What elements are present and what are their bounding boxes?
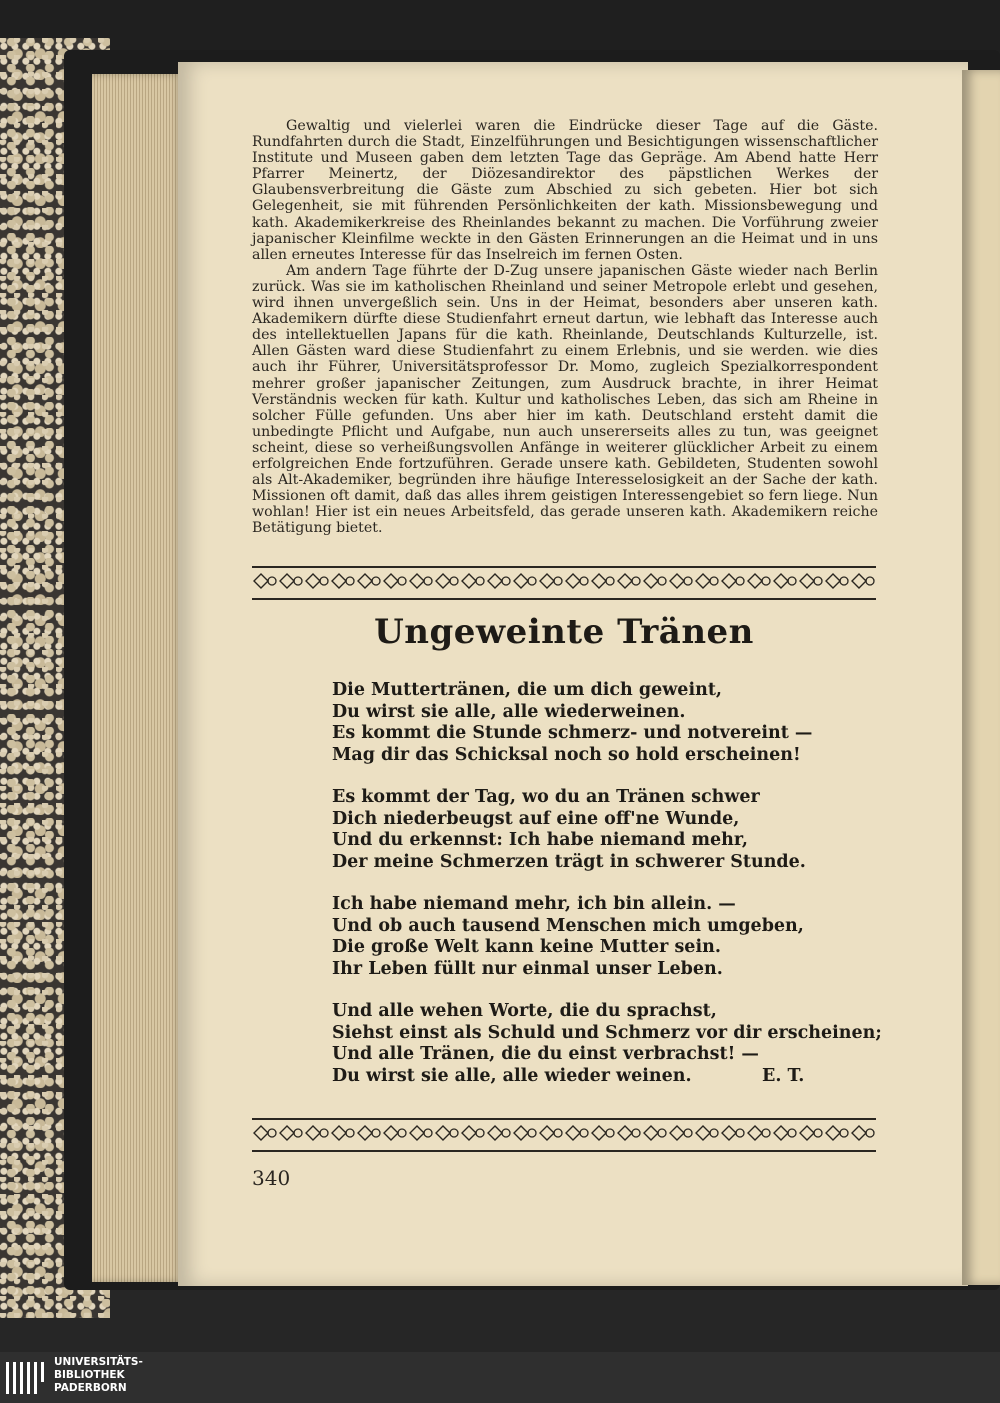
poem-stanza-2 [332, 787, 832, 873]
poem-line: Der meine Schmerzen trägt in schwerer Stunde. [332, 851, 806, 872]
poem-title: Ungeweinte Tränen [374, 612, 754, 652]
facing-page-edge [962, 70, 1000, 1285]
ornament-divider-top [252, 566, 876, 600]
poem-line: Du wirst sie alle, alle wieder weinen. [332, 1065, 692, 1086]
library-name-line: PADERBORN [54, 1382, 127, 1394]
poem-line: Dich niederbeugst auf eine off'ne Wunde, [332, 808, 740, 829]
page-number: 340 [252, 1166, 291, 1190]
article-paragraph-1: Gewaltig und vielerlei waren die Eindrücke dieser Tage auf die Gäste. Rundfahrten durch die Stadt, Einzelführungen und Besichtigungen wissenschaftlicher Institute und Museen gaben dem letzten Tage das Gepräge. Am Abend hatte Herr Pfarrer Meinertz, der Diözesandirektor des päpstlichen Werkes der Glaubensverbreitung die Gäste zum Abschied zu sich gebeten. Hier bot sich Gelegenheit, sie mit führenden Persönlichkeiten der kath. Missionsbewegung und kath. Akademikerkreise des Rheinlandes bekannt zu machen. Die Vorführung zweier japanischer Kleinfilme weckte in den Gästen Erinnerungen an die Heimat und in uns allen erneutes Interesse für das Inselreich im fernen Osten. [252, 118, 878, 263]
library-logo-icon [4, 1358, 50, 1398]
poem-line: Mag dir das Schicksal noch so hold erscheinen! [332, 744, 801, 765]
library-name [54, 1356, 143, 1395]
poem [332, 680, 882, 1108]
library-name-line: BIBLIOTHEK [54, 1369, 125, 1381]
poem-line: Ich habe niemand mehr, ich bin allein. — [332, 894, 736, 914]
ornament-divider-bottom [252, 1118, 876, 1152]
poem-line: Es kommt die Stunde schmerz- und notvereint — [332, 723, 813, 743]
poem-stanza-4 [332, 1001, 882, 1087]
article-paragraph-2: Am andern Tage führte der D-Zug unsere japanischen Gäste wieder nach Berlin zurück. Was sie im katholischen Rheinland und seiner Metropole erlebt und gesehen, wird ihnen unvergeßlich sein. Uns in der Heimat, besonders aber unseren kath. Akademikern dürfte diese Studienfahrt erneut dartun, wie lebhaft das Interesse auch des intellektuellen Japans für die kath. Rheinlande, Deutschlands Kulturzelle, ist. Allen Gästen ward diese Studienfahrt zu einem Erlebnis, und sie werden. wie dies auch ihr Führer, Universitätsprofessor Dr. Momo, zugleich Spezialkorrespondent mehrer großer japanischer Zeitungen, zum Ausdruck brachte, in ihrer Heimat Verständnis wecken für kath. Kultur und katholisches Leben, das sich am Rheine in solcher Fülle gefunden. Uns aber hier im kath. Deutschland ersteht damit die unbedingte Pflicht und Aufgabe, nun auch unsererseits alles zu tun, was geeignet scheint, diese so verheißungsvollen Anfänge in weiterer glücklicher Arbeit zu einem erfolgreichen Ende fortzuführen. Gerade unsere kath. Gebildeten, Studenten sowohl als Alt-Akademiker, begründen ihre häufige Interesselosigkeit an der Sache der kath. Missionen oft damit, daß das alles ihrem geistigen Interessengebiet so fern liege. Nun wohlan! Hier ist ein neues Arbeitsfeld, das gerade unseren kath. Akademikern reiche Betätigung bietet. [252, 262, 878, 537]
poem-stanza-3 [332, 894, 832, 980]
library-footer [0, 1352, 1000, 1403]
poem-line: Und du erkennst: Ich habe niemand mehr, [332, 830, 748, 850]
poem-line: Und ob auch tausend Menschen mich umgeben, [332, 915, 804, 936]
poem-last-line-row [332, 1066, 832, 1088]
poem-line: Und alle Tränen, die du einst verbrachst! — [332, 1044, 759, 1064]
poem-line: Du wirst sie alle, alle wiederweinen. [332, 701, 686, 722]
poem-line: Ihr Leben füllt nur einmal unser Leben. [332, 958, 723, 979]
article-text [252, 118, 878, 536]
poem-line: Die große Welt kann keine Mutter sein. [332, 937, 721, 957]
library-name-line: UNIVERSITÄTS- [54, 1356, 143, 1368]
page-edges [92, 74, 184, 1282]
poem-line: Die Muttertränen, die um dich geweint, [332, 680, 722, 700]
poem-signature: E. T. [762, 1065, 805, 1086]
poem-stanza-1 [332, 680, 832, 766]
poem-line: Es kommt der Tag, wo du an Tränen schwer [332, 787, 760, 807]
poem-line: Und alle wehen Worte, die du sprachst, [332, 1001, 717, 1021]
poem-line: Siehst einst als Schuld und Schmerz vor dir erscheinen; [332, 1022, 882, 1043]
